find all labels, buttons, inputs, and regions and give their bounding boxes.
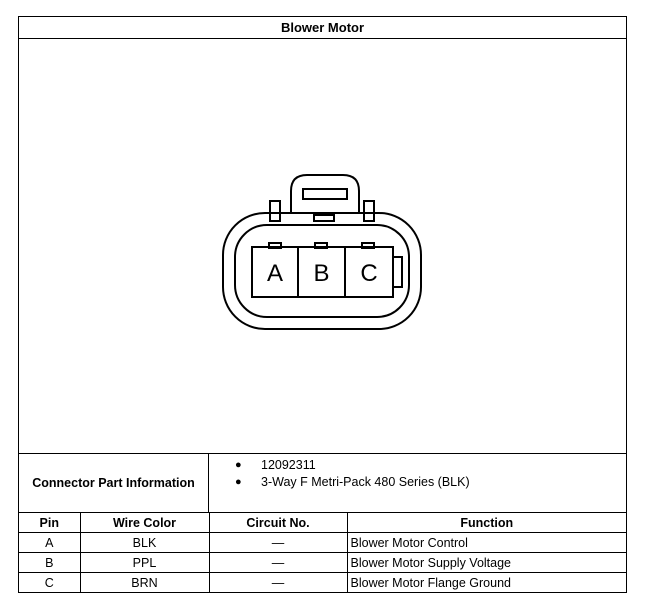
diagram-title: Blower Motor (19, 17, 626, 39)
part-number: 12092311 (261, 458, 316, 472)
wire-color-cell: BRN (80, 573, 209, 593)
connector-sheet (18, 16, 627, 593)
table-row (19, 533, 626, 553)
right-key (393, 257, 402, 287)
table-row (19, 553, 626, 573)
wire-color-cell: PPL (80, 553, 209, 573)
pin-cell: A (19, 533, 80, 553)
pin-cell: B (19, 553, 80, 573)
circuit-cell: — (209, 573, 347, 593)
right-post (364, 201, 374, 221)
cavity-tab-c (362, 243, 374, 248)
wire-color-cell: BLK (80, 533, 209, 553)
connector-part-info-list (209, 454, 626, 512)
center-notch (314, 215, 334, 221)
function-cell: Blower Motor Control (347, 533, 626, 553)
pin-table (19, 513, 626, 592)
table-row (19, 573, 626, 593)
function-cell: Blower Motor Supply Voltage (347, 553, 626, 573)
bullet-icon: ● (235, 476, 242, 488)
list-item (235, 457, 626, 474)
circuit-cell: — (209, 533, 347, 553)
locking-tab-slot (303, 189, 347, 199)
pin-cell: C (19, 573, 80, 593)
connector-drawing (19, 39, 626, 469)
connector-part-info-label: Connector Part Information (19, 454, 209, 512)
connector-diagram (19, 39, 626, 469)
header-circuit: Circuit No. (209, 513, 347, 533)
connector-part-info (19, 453, 626, 513)
cavity-label-a: A (266, 260, 284, 287)
header-wire-color: Wire Color (80, 513, 209, 533)
header-pin: Pin (19, 513, 80, 533)
function-cell: Blower Motor Flange Ground (347, 573, 626, 593)
cavity-label-b: B (313, 260, 330, 287)
circuit-cell: — (209, 553, 347, 573)
bullet-icon: ● (235, 459, 242, 471)
cavity-label-c: C (360, 260, 378, 287)
left-post (270, 201, 280, 221)
cavity-tab-b (315, 243, 327, 248)
cavity-tab-a (269, 243, 281, 248)
pin-table-header (19, 513, 626, 533)
header-function: Function (347, 513, 626, 533)
connector-description: 3-Way F Metri-Pack 480 Series (BLK) (261, 475, 470, 489)
locking-tab (291, 175, 359, 213)
list-item (235, 474, 626, 491)
